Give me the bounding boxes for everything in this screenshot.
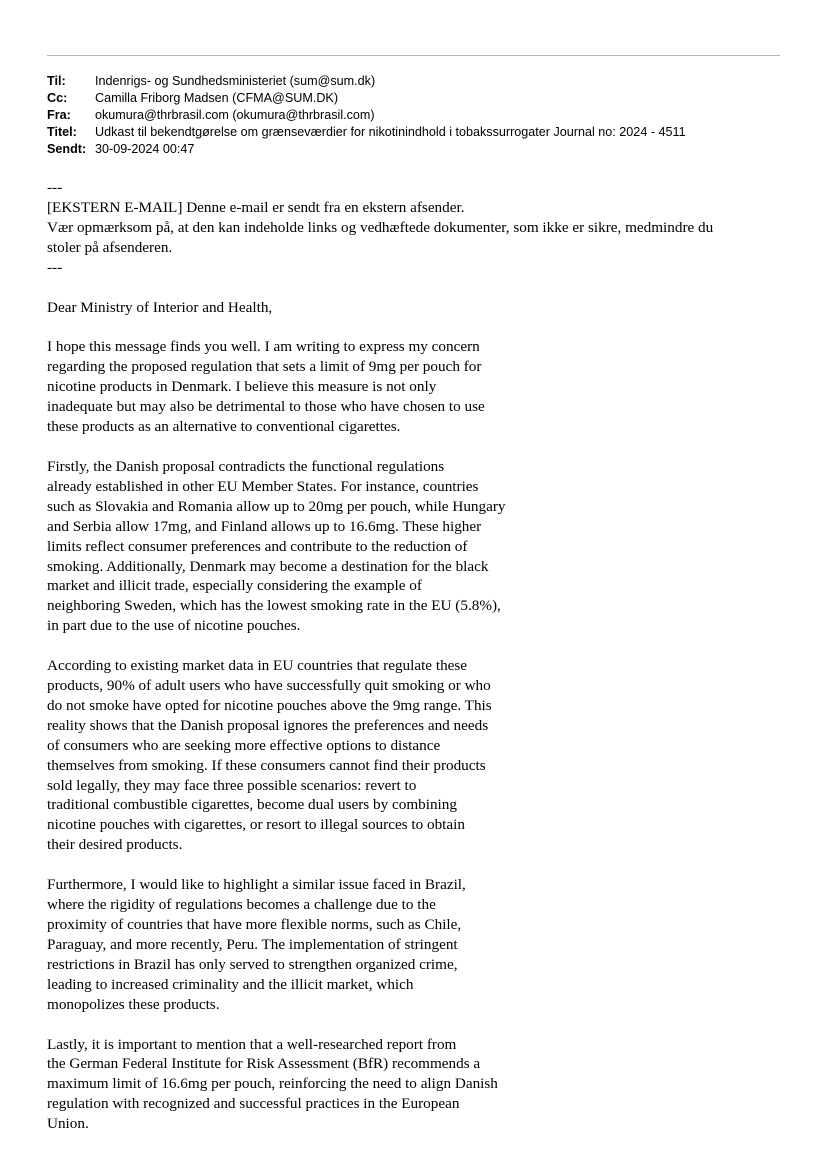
body-line: traditional combustible cigarettes, become dual users by combining xyxy=(47,796,457,814)
body-line: maximum limit of 16.6mg per pouch, reinforcing the need to align Danish xyxy=(47,1075,498,1093)
header-divider xyxy=(47,55,780,56)
body-line: already established in other EU Member States. For instance, countries xyxy=(47,477,479,495)
body-line: Furthermore, I would like to highlight a similar issue faced in Brazil, xyxy=(47,876,466,894)
paragraph-2 xyxy=(47,457,787,636)
body-line: regulation with recognized and successful practices in the European xyxy=(47,1095,460,1113)
body-line: the German Federal Institute for Risk Assessment (BfR) recommends a xyxy=(47,1055,481,1073)
body-line: in part due to the use of nicotine pouches. xyxy=(47,617,301,635)
cc-row xyxy=(47,90,686,107)
to-label: Til: xyxy=(47,74,66,88)
paragraph-5 xyxy=(47,1035,787,1135)
body-line: nicotine pouches with cigarettes, or resort to illegal sources to obtain xyxy=(47,816,465,834)
email-body xyxy=(47,178,787,1134)
cc-label: Cc: xyxy=(47,91,68,105)
from-value: okumura@thrbrasil.com (okumura@thrbrasil.com) xyxy=(95,108,375,122)
notice-separator-top: --- xyxy=(47,179,63,196)
body-line: and Serbia allow 17mg, and Finland allows up to 16.6mg. These higher xyxy=(47,517,482,535)
body-line: market and illicit trade, especially considering the example of xyxy=(47,577,422,595)
subject-label: Titel: xyxy=(47,125,77,139)
body-line: I hope this message finds you well. I am writing to express my concern xyxy=(47,338,480,356)
email-header xyxy=(47,73,686,158)
body-line: inadequate but may also be detrimental to those who have chosen to use xyxy=(47,398,485,416)
body-line: smoking. Additionally, Denmark may become a destination for the black xyxy=(47,557,489,575)
body-line: proximity of countries that have more flexible norms, such as Chile, xyxy=(47,916,462,933)
external-notice xyxy=(47,178,787,278)
body-line: Paraguay, and more recently, Peru. The implementation of stringent xyxy=(47,935,458,953)
body-line: these products as an alternative to conventional cigarettes. xyxy=(47,418,401,436)
body-line: nicotine products in Denmark. I believe this measure is not only xyxy=(47,378,437,396)
body-line: According to existing market data in EU countries that regulate these xyxy=(47,657,468,675)
body-line: such as Slovakia and Romania allow up to 20mg per pouch, while Hungary xyxy=(47,497,506,515)
from-label: Fra: xyxy=(47,108,71,122)
body-line: neighboring Sweden, which has the lowest smoking rate in the EU (5.8%), xyxy=(47,597,501,615)
body-line: leading to increased criminality and the illicit market, which xyxy=(47,975,414,993)
body-line: Lastly, it is important to mention that a well-researched report from xyxy=(47,1035,457,1053)
greeting: Dear Ministry of Interior and Health, xyxy=(47,298,273,316)
body-line: of consumers who are seeking more effective options to distance xyxy=(47,736,441,754)
to-row xyxy=(47,73,686,90)
body-line: restrictions in Brazil has only served to strengthen organized crime, xyxy=(47,955,458,973)
paragraph-3 xyxy=(47,656,787,855)
to-value: Indenrigs- og Sundhedsministeriet (sum@sum.dk) xyxy=(95,74,376,88)
sent-label: Sendt: xyxy=(47,142,87,156)
notice-line: Vær opmærksom på, at den kan indeholde links og vedhæftede dokumenter, som ikke er sikre, medmindre du xyxy=(47,218,714,236)
sent-row xyxy=(47,141,686,158)
from-row xyxy=(47,107,686,124)
body-line: do not smoke have opted for nicotine pouches above the 9mg range. This xyxy=(47,696,492,714)
notice-line: stoler på afsenderen. xyxy=(47,238,173,256)
body-line: where the rigidity of regulations becomes a challenge due to the xyxy=(47,896,436,914)
paragraph-4 xyxy=(47,875,787,1014)
body-line: products, 90% of adult users who have successfully quit smoking or who xyxy=(47,677,491,695)
subject-row xyxy=(47,124,686,141)
body-line: monopolizes these products. xyxy=(47,995,220,1013)
cc-value: Camilla Friborg Madsen (CFMA@SUM.DK) xyxy=(95,91,339,105)
sent-value: 30-09-2024 00:47 xyxy=(95,142,195,156)
body-line: reality shows that the Danish proposal ignores the preferences and needs xyxy=(47,716,489,734)
body-line: regarding the proposed regulation that sets a limit of 9mg per pouch for xyxy=(47,358,482,376)
subject-value: Udkast til bekendtgørelse om grænseværdier for nikotinindhold i tobakssurrogater Journal no: 2024 - 4511 xyxy=(95,125,686,139)
body-line: themselves from smoking. If these consumers cannot find their products xyxy=(47,756,486,774)
body-line: Union. xyxy=(47,1115,89,1133)
body-line: sold legally, they may face three possible scenarios: revert to xyxy=(47,776,417,794)
body-line: Firstly, the Danish proposal contradicts the functional regulations xyxy=(47,457,445,475)
body-line: their desired products. xyxy=(47,836,183,854)
paragraph-1 xyxy=(47,337,787,437)
notice-line: [EKSTERN E-MAIL] Denne e-mail er sendt fra en ekstern afsender. xyxy=(47,198,465,216)
notice-separator-bottom: --- xyxy=(47,258,63,276)
body-line: limits reflect consumer preferences and contribute to the reduction of xyxy=(47,537,468,555)
